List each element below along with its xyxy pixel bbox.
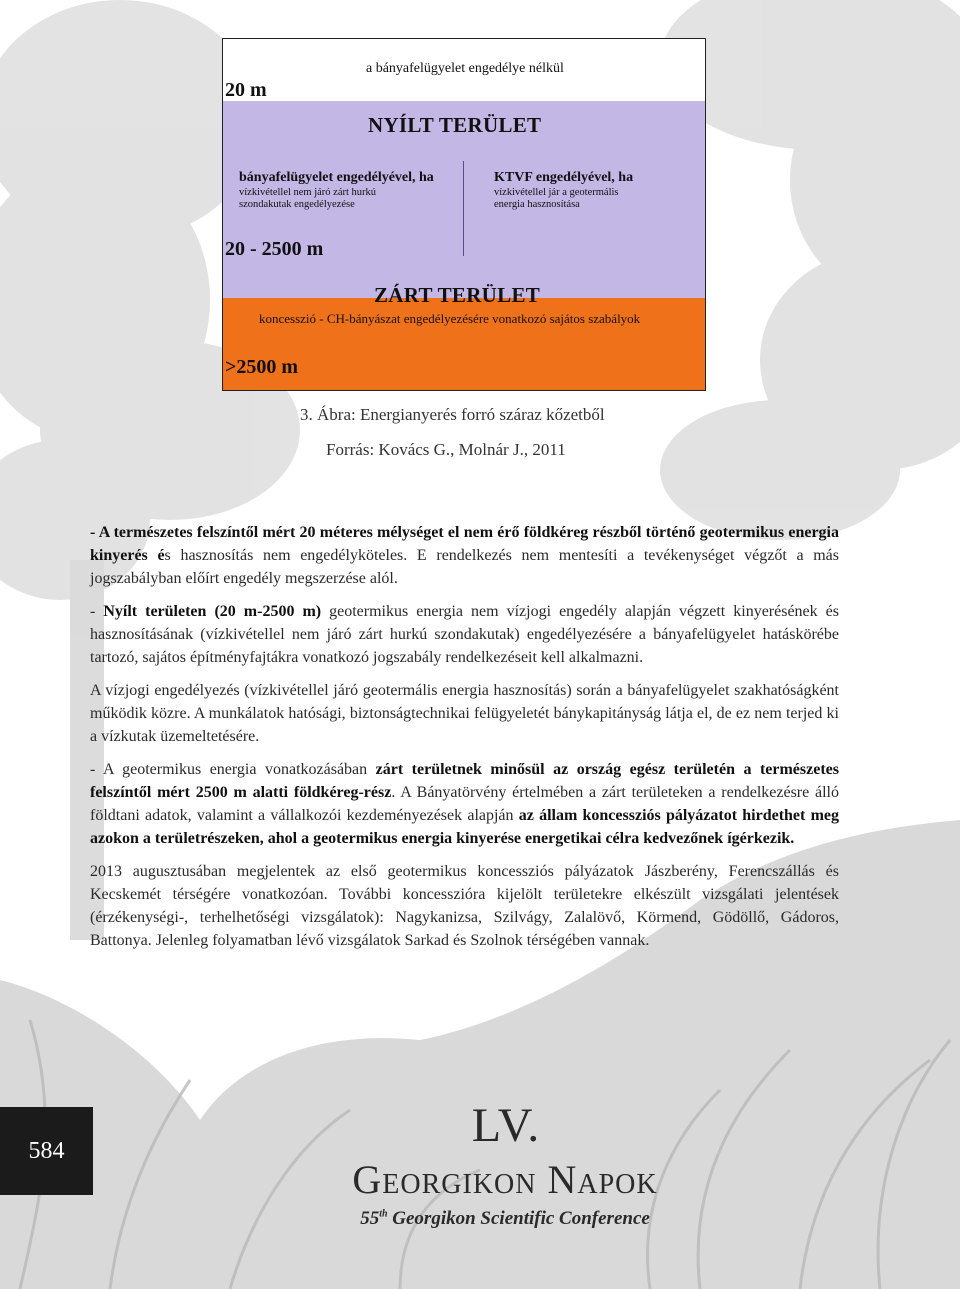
conference-subtitle <box>300 1208 710 1230</box>
open-area-divider <box>463 161 464 256</box>
no-permit-note: a bányafelügyelet engedélye nélkül <box>366 61 564 76</box>
left-heading: bányafelügyelet engedélyével, ha <box>239 170 434 185</box>
depth-label-over-2500m: >2500 m <box>225 356 299 378</box>
page-number-box <box>0 1107 93 1195</box>
paragraph-4 <box>90 758 839 850</box>
geothermal-zones-figure <box>222 38 706 391</box>
conference-roman-number: LV. <box>471 1099 541 1152</box>
paragraph-3: A vízjogi engedélyezés (vízkivétellel járó geotermális energia hasznosítás) során a bányafelügyelet szakhatóságként működik közre. A munkálatok hatósági, biztonságtechnikai felügyeletét bánykapitányság látja el, de ez nem terjed ki a vízkutak üzemeltetésére. <box>90 682 839 745</box>
paragraph-2-dash: - <box>90 603 104 620</box>
open-area-title: NYÍLT TERÜLET <box>368 113 542 137</box>
right-heading: KTVF engedélyével, ha <box>494 170 634 185</box>
closed-area-title: ZÁRT TERÜLET <box>374 283 541 307</box>
conference-name: Georgikon Napok <box>352 1157 658 1202</box>
paragraph-4-text-b: . A Bányatörvény értelmében a zárt területeken a rendelkezésre álló földtani adatok, valamint a vállalkozói kezdeményezések alapján <box>90 784 839 824</box>
left-note-line-2: szondakutak engedélyezése <box>239 199 355 210</box>
paragraph-2 <box>90 600 839 669</box>
paragraph-4-bold-a: zárt területnek minősül az ország egész területén a természetes felszíntől mért 2500 m alatti földkéreg-rész <box>90 761 839 801</box>
closed-area-note: koncesszió - CH-bányászat engedélyezésére vonatkozó sajátos szabályok <box>259 311 641 326</box>
figure-source: Forrás: Kovács G., Molnár J., 2011 <box>326 440 566 459</box>
paragraph-1-bold: - A természetes felszíntől mért 20 méteres mélységet el nem érő földkéreg részből történő geotermikus energia kinyerés é <box>90 524 839 564</box>
paragraph-2-text: geotermikus energia nem vízjogi engedély alapján végzett kinyerésének és hasznosításának (vízkivétellel nem járó zárt hurkú szondakutak) engedélyezésére a bányafelügyelet hatáskörébe tartozó, sajátos építményfajtákra vonatkozó jogszabály rendelkezéseit kell alkalmazni. <box>90 603 839 666</box>
conference-ordinal-suffix: th <box>379 1208 388 1220</box>
left-note-line-1: vízkivétellel nem járó zárt hurkú <box>239 187 377 198</box>
paragraph-1-text: s hasznosítás nem engedélyköteles. E rendelkezés nem mentesíti a tevékenységet végzőt a más jogszabályban előírt engedély megszerzése alól. <box>90 547 840 587</box>
paragraph-4-text-a: - A geotermikus energia vonatkozásában <box>90 761 376 778</box>
paragraph-4-bold-b: az állam koncessziós pályázatot hirdethet meg azokon a területrészeken, ahol a geotermikus energia kinyerése energetikai célra kedvezőnek ígérkezik. <box>90 807 840 847</box>
right-note-line-2: energia hasznosítása <box>494 199 580 210</box>
paragraph-2-bold: Nyílt területen (20 m-2500 m) <box>103 603 322 620</box>
depth-label-20m: 20 m <box>225 79 267 101</box>
conference-ordinal: 55 <box>360 1208 380 1229</box>
right-note-line-1: vízkivétellel jár a geotermális <box>494 187 619 198</box>
paragraph-1 <box>90 521 839 590</box>
page-number: 584 <box>28 1137 65 1164</box>
conference-subtitle-text: Georgikon Scientific Conference <box>387 1208 650 1229</box>
depth-label-20-2500m: 20 - 2500 m <box>225 238 324 260</box>
paragraph-5: 2013 augusztusában megjelentek az első geotermikus koncessziós pályázatok Jászberény, Ferencszállás és Kecskemét térségére vonatkozóan. További koncesszióra kijelölt területekre elkészült vizsgálati jelentések (érzékenységi-, terhelhetőségi vizsgálatok): Nagykanizsa, Szilvágy, Zalalövő, Körmend, Gödöllő, Gádoros, Battonya. Jelenleg folyamatban lévő vizsgálatok Sarkad és Szolnok térségében vannak. <box>90 863 839 949</box>
figure-caption: 3. Ábra: Energianyerés forró száraz kőzetből <box>300 405 605 424</box>
article-body <box>90 521 839 962</box>
